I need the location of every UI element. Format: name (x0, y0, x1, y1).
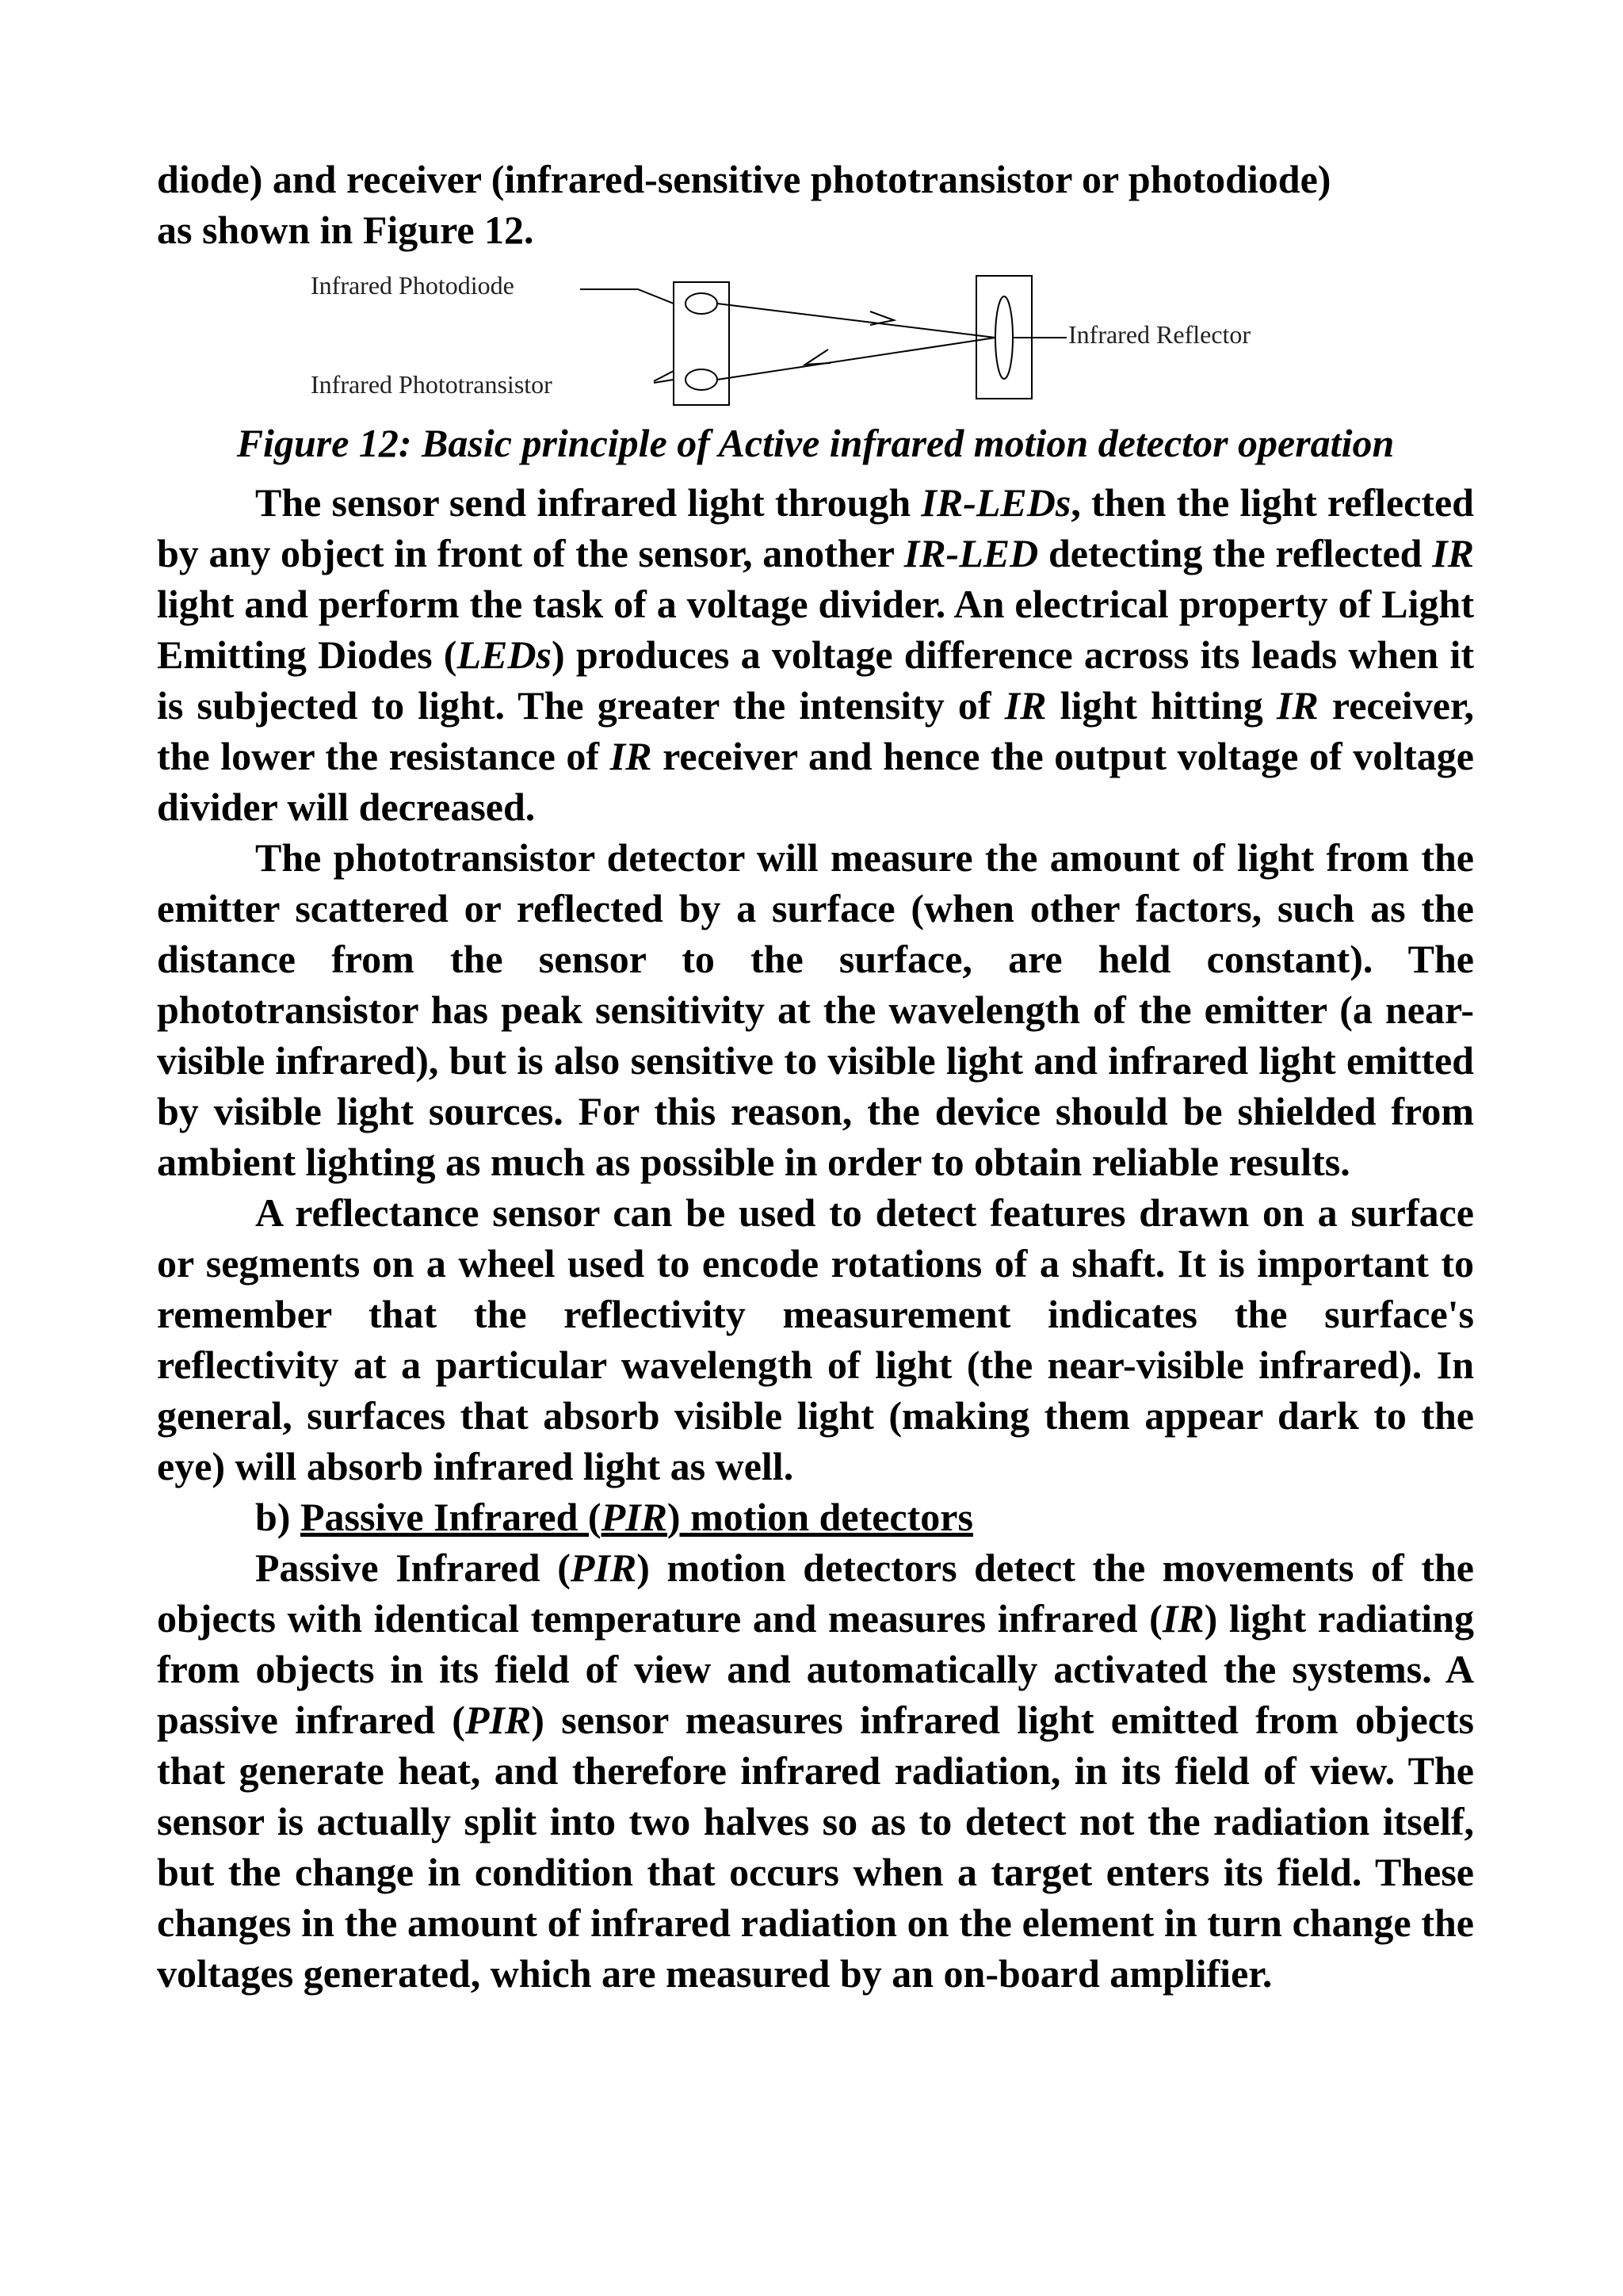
phototransistor-element (685, 369, 717, 390)
figure-12-diagram (301, 268, 1347, 411)
term-ir: IR (1004, 683, 1047, 728)
section-subheading (157, 1492, 1474, 1542)
text-run: ) light radiating from objects in its field of view and automatically activated the systems. A passive infrared ( (157, 1596, 1474, 1742)
term-pir: PIR (601, 1495, 667, 1539)
label-infrared-photodiode: Infrared Photodiode (311, 271, 514, 300)
text-run: receiver and hence the output voltage of voltage divider will decreased. (157, 734, 1474, 829)
paragraph-pir (157, 1542, 1474, 1999)
intro-line-1: diode) and receiver (infrared-sensitive phototransistor or photodiode) (157, 157, 1331, 201)
text-run: ) motion detectors (666, 1495, 973, 1539)
term-ir: IR (1162, 1596, 1205, 1641)
label-infrared-reflector: Infrared Reflector (1068, 320, 1251, 349)
beam-lines (717, 304, 995, 380)
text-run: light hitting (1046, 683, 1277, 728)
body-text (157, 477, 1474, 1999)
text-run: detecting the reflected (1038, 531, 1433, 575)
reflected-beam (717, 338, 995, 380)
subheading-prefix: b) (255, 1495, 300, 1539)
term-pir: PIR (570, 1545, 637, 1590)
term-ir: IR (609, 734, 652, 778)
text-run: light and perform the task of a voltage divider. An electrical property of Light Emitting Diodes ( (157, 582, 1474, 677)
intro-line-2: as shown in Figure 12. (157, 208, 534, 252)
text-run: Passive Infrared ( (300, 1495, 601, 1539)
photodiode-leader-line (580, 289, 674, 304)
paragraph-active-ir (157, 477, 1474, 832)
label-infrared-phototransistor: Infrared Phototransistor (311, 370, 552, 399)
subheading-title (300, 1495, 973, 1539)
term-ir-led: IR-LED (903, 531, 1039, 575)
term-ir: IR (1432, 531, 1474, 575)
term-leds: LEDs (456, 632, 552, 677)
emitted-beam (717, 304, 995, 338)
reflector-element (995, 296, 1013, 379)
text-run: , then the light reflected by any object in front of the sensor, another (157, 480, 1474, 575)
text-run: ) sensor measures infrared light emitted from objects that generate heat, and therefore infrared radiation, in its field of view. The sensor is actually split into two halves so as to detect not the radiation itself, but the change in condition that occurs when a target enters its field. These changes in the amount of infrared radiation on the element in turn change the voltages generated, which are measured by an on-board amplifier. (157, 1698, 1474, 1996)
sensor-unit (580, 282, 729, 405)
term-ir-leds: IR-LEDs (921, 480, 1071, 525)
text-run: Passive Infrared ( (255, 1545, 571, 1590)
text-run: ) motion detectors detect the movements of the objects with identical temperature and measures infrared ( (157, 1545, 1474, 1641)
paragraph-reflectance-sensor: A reflectance sensor can be used to detect features drawn on a surface or segments on a wheel used to encode rotations of a shaft. It is important to remember that the reflectivity measurement indicates the surface's reflectivity at a particular wavelength of light (the near-visible infrared). In general, surfaces that absorb visible light (making them appear dark to the eye) will absorb infrared light as well. (157, 1190, 1474, 1488)
paragraph-phototransistor: The phototransistor detector will measure the amount of light from the emitter scattered or reflected by a surface (when other factors, such as the distance from the sensor to the surface, are held constant). The phototransistor has peak sensitivity at the wavelength of the emitter (a near-visible infrared), but is also sensitive to visible light and infrared light emitted by visible light sources. For this reason, the device should be shielded from ambient lighting as much as possible in order to obtain reliable results. (157, 835, 1474, 1184)
intro-text (157, 154, 1474, 255)
term-pir: PIR (464, 1698, 532, 1742)
term-ir: IR (1276, 683, 1319, 728)
text-run: receiver, the lower the resistance of (157, 683, 1474, 778)
text-run: The sensor send infrared light through (255, 480, 922, 525)
photodiode-element (685, 293, 717, 314)
text-run: ) produces a voltage difference across its leads when it is subjected to light. The greater the intensity of (157, 632, 1475, 728)
figure-caption: Figure 12: Basic principle of Active infrared motion detector operation (236, 421, 1395, 465)
